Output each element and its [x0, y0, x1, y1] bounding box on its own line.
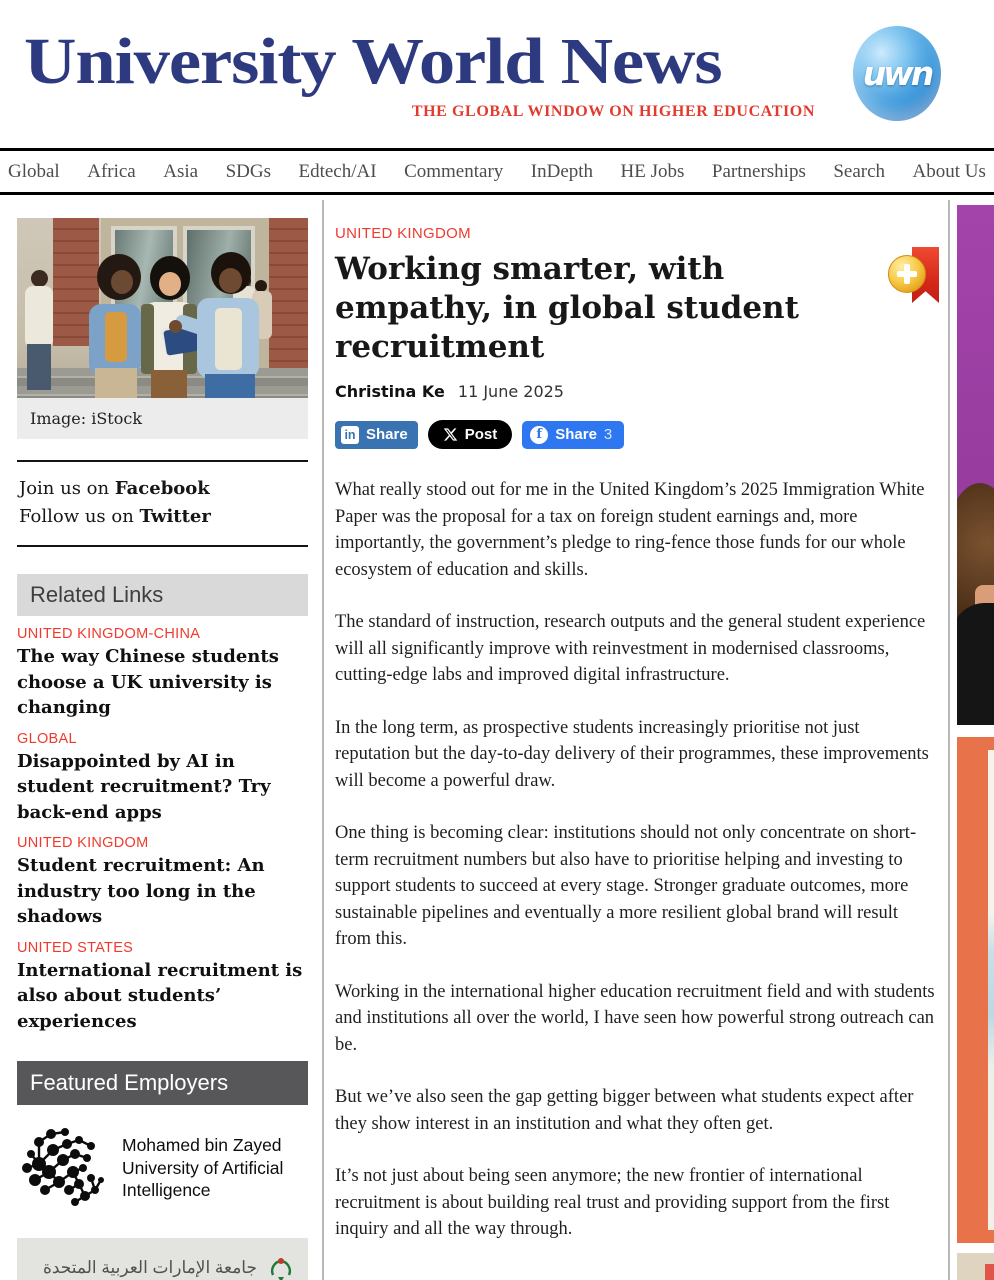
author-name[interactable]: Christina Ke	[335, 382, 445, 401]
site-tagline: THE GLOBAL WINDOW ON HIGHER EDUCATION	[411, 103, 815, 120]
site-header	[0, 0, 994, 148]
nav-item-africa[interactable]: Africa	[87, 160, 136, 182]
x-post-label: Post	[464, 426, 498, 443]
social-links	[17, 462, 308, 545]
twitter-link-prefix: Follow us on	[19, 506, 140, 527]
nav-item-search[interactable]: Search	[833, 160, 886, 182]
promo-red-shape	[985, 1264, 994, 1280]
facebook-link-name: Facebook	[114, 478, 210, 499]
publish-date: 11 June 2025	[457, 382, 564, 401]
employer-uaeu[interactable]	[17, 1238, 308, 1280]
employer-name: جامعة الإمارات العربية المتحدة	[42, 1258, 257, 1277]
site-logo-text[interactable]: University World News	[24, 25, 722, 98]
image-credit: Image: iStock	[17, 398, 308, 439]
right-rail-item[interactable]	[957, 1253, 994, 1280]
related-link[interactable]: Student recruitment: An industry too long in the shadows	[17, 855, 265, 927]
facebook-icon: f	[530, 426, 548, 444]
article-paragraph: In the long term, as prospective students increasingly prioritise not just reputation but the day-to-day delivery of their programmes, these improvements will become a powerful draw.	[335, 717, 929, 791]
employer-mbzuai[interactable]	[17, 1118, 308, 1228]
article-paragraph: Working in the international higher education recruitment field and with students and institutions all over the world, I have seen how powerful strong outreach can be.	[335, 981, 935, 1055]
nav-item-asia[interactable]: Asia	[163, 160, 199, 182]
twitter-link-name: Twitter	[139, 506, 211, 527]
nav-item-partnerships[interactable]: Partnerships	[711, 160, 806, 182]
uwn-globe-monogram: uwn	[862, 54, 932, 93]
left-sidebar	[17, 218, 308, 1280]
right-rail-story-image[interactable]	[957, 205, 994, 725]
bookmark-add-icon[interactable]	[886, 246, 942, 308]
column-divider-right	[948, 200, 950, 1280]
nav-item-commentary[interactable]: Commentary	[404, 160, 504, 182]
uwn-globe-logo[interactable]	[853, 26, 941, 121]
nav-item-sdgs[interactable]: SDGs	[225, 160, 271, 182]
x-post-button[interactable]	[428, 420, 513, 449]
uaeu-logo-icon	[266, 1255, 296, 1280]
person-shoulder-shape	[957, 603, 994, 725]
linkedin-share-label: Share	[366, 426, 408, 443]
related-category: UNITED STATES	[17, 939, 134, 956]
article	[335, 218, 936, 1243]
related-category: UNITED KINGDOM	[17, 835, 149, 851]
promo-inner-panel	[988, 750, 994, 1230]
x-icon	[443, 427, 458, 442]
nav-item-about-us[interactable]: About Us	[912, 160, 986, 182]
facebook-share-button[interactable]	[522, 421, 624, 449]
facebook-share-label: Share	[555, 426, 597, 443]
right-rail	[957, 0, 994, 1280]
featured-employers-header: Featured Employers	[17, 1061, 308, 1105]
facebook-link[interactable]	[19, 475, 306, 503]
related-links-header: Related Links	[17, 574, 308, 616]
divider-rule	[17, 545, 308, 547]
article-paragraph: The standard of instruction, research outputs and the general student experience will all significantly improve with reinvestment in modernised classrooms, cutting-edge labs and improved digital infrastructure.	[335, 612, 926, 685]
right-rail-promo[interactable]	[957, 737, 994, 1243]
article-paragraph: One thing is becoming clear: institutions should not only concentrate on short-term recruitment numbers but also have to prioritise helping and investing to support students to succeed at every stage. Stronger graduate outcomes, more sustainable pipelines and eventually a more resilient global brand will result from this.	[335, 823, 917, 949]
related-link[interactable]: Disappointed by AI in student recruitment? Try back-end apps	[17, 750, 271, 823]
share-buttons	[335, 420, 936, 449]
article-paragraph: What really stood out for me in the United Kingdom’s 2025 Immigration White Paper was the proposal for a tax on foreign student earnings and, more importantly, the government’s pledge to ring-fence those funds for our whole ecosystem of education and skills.	[335, 480, 925, 580]
article-paragraph: But we’ve also seen the gap getting bigger between what students expect after they show interest in an institution and what they often get.	[335, 1087, 914, 1134]
related-category: UNITED KINGDOM-CHINA	[17, 626, 201, 642]
related-link[interactable]: The way Chinese students choose a UK university is changing	[17, 646, 279, 718]
linkedin-icon: in	[341, 426, 359, 444]
byline	[335, 382, 936, 401]
employer-name: Mohamed bin Zayed University of Artificial Intelligence	[122, 1135, 284, 1201]
related-link[interactable]: International recruitment is also about students’ experiences	[17, 959, 303, 1032]
article-title: Working smarter, with empathy, in global student recruitment	[335, 251, 799, 365]
article-photo	[17, 218, 308, 398]
main-nav	[0, 148, 994, 195]
bookmark-plus-badge	[888, 255, 926, 293]
facebook-share-count: 3	[603, 426, 613, 443]
nav-item-he-jobs[interactable]: HE Jobs	[620, 160, 685, 182]
nav-item-indepth[interactable]: InDepth	[530, 160, 594, 182]
column-divider-left	[322, 200, 324, 1280]
article-category[interactable]: UNITED KINGDOM	[335, 225, 471, 242]
mbzuai-logo-icon	[17, 1120, 109, 1216]
facebook-link-prefix: Join us on	[19, 478, 115, 499]
nav-item-edtech-ai[interactable]: Edtech/AI	[298, 160, 377, 182]
related-links-list	[17, 626, 308, 1034]
nav-item-global[interactable]: Global	[8, 160, 60, 182]
article-paragraph: It’s not just about being seen anymore; the new frontier of international recruitment is about building real trust and providing support from the first inquiry and all the way through.	[335, 1166, 890, 1239]
related-category: GLOBAL	[17, 730, 77, 747]
linkedin-share-button[interactable]	[335, 421, 418, 449]
twitter-link[interactable]	[19, 503, 306, 531]
